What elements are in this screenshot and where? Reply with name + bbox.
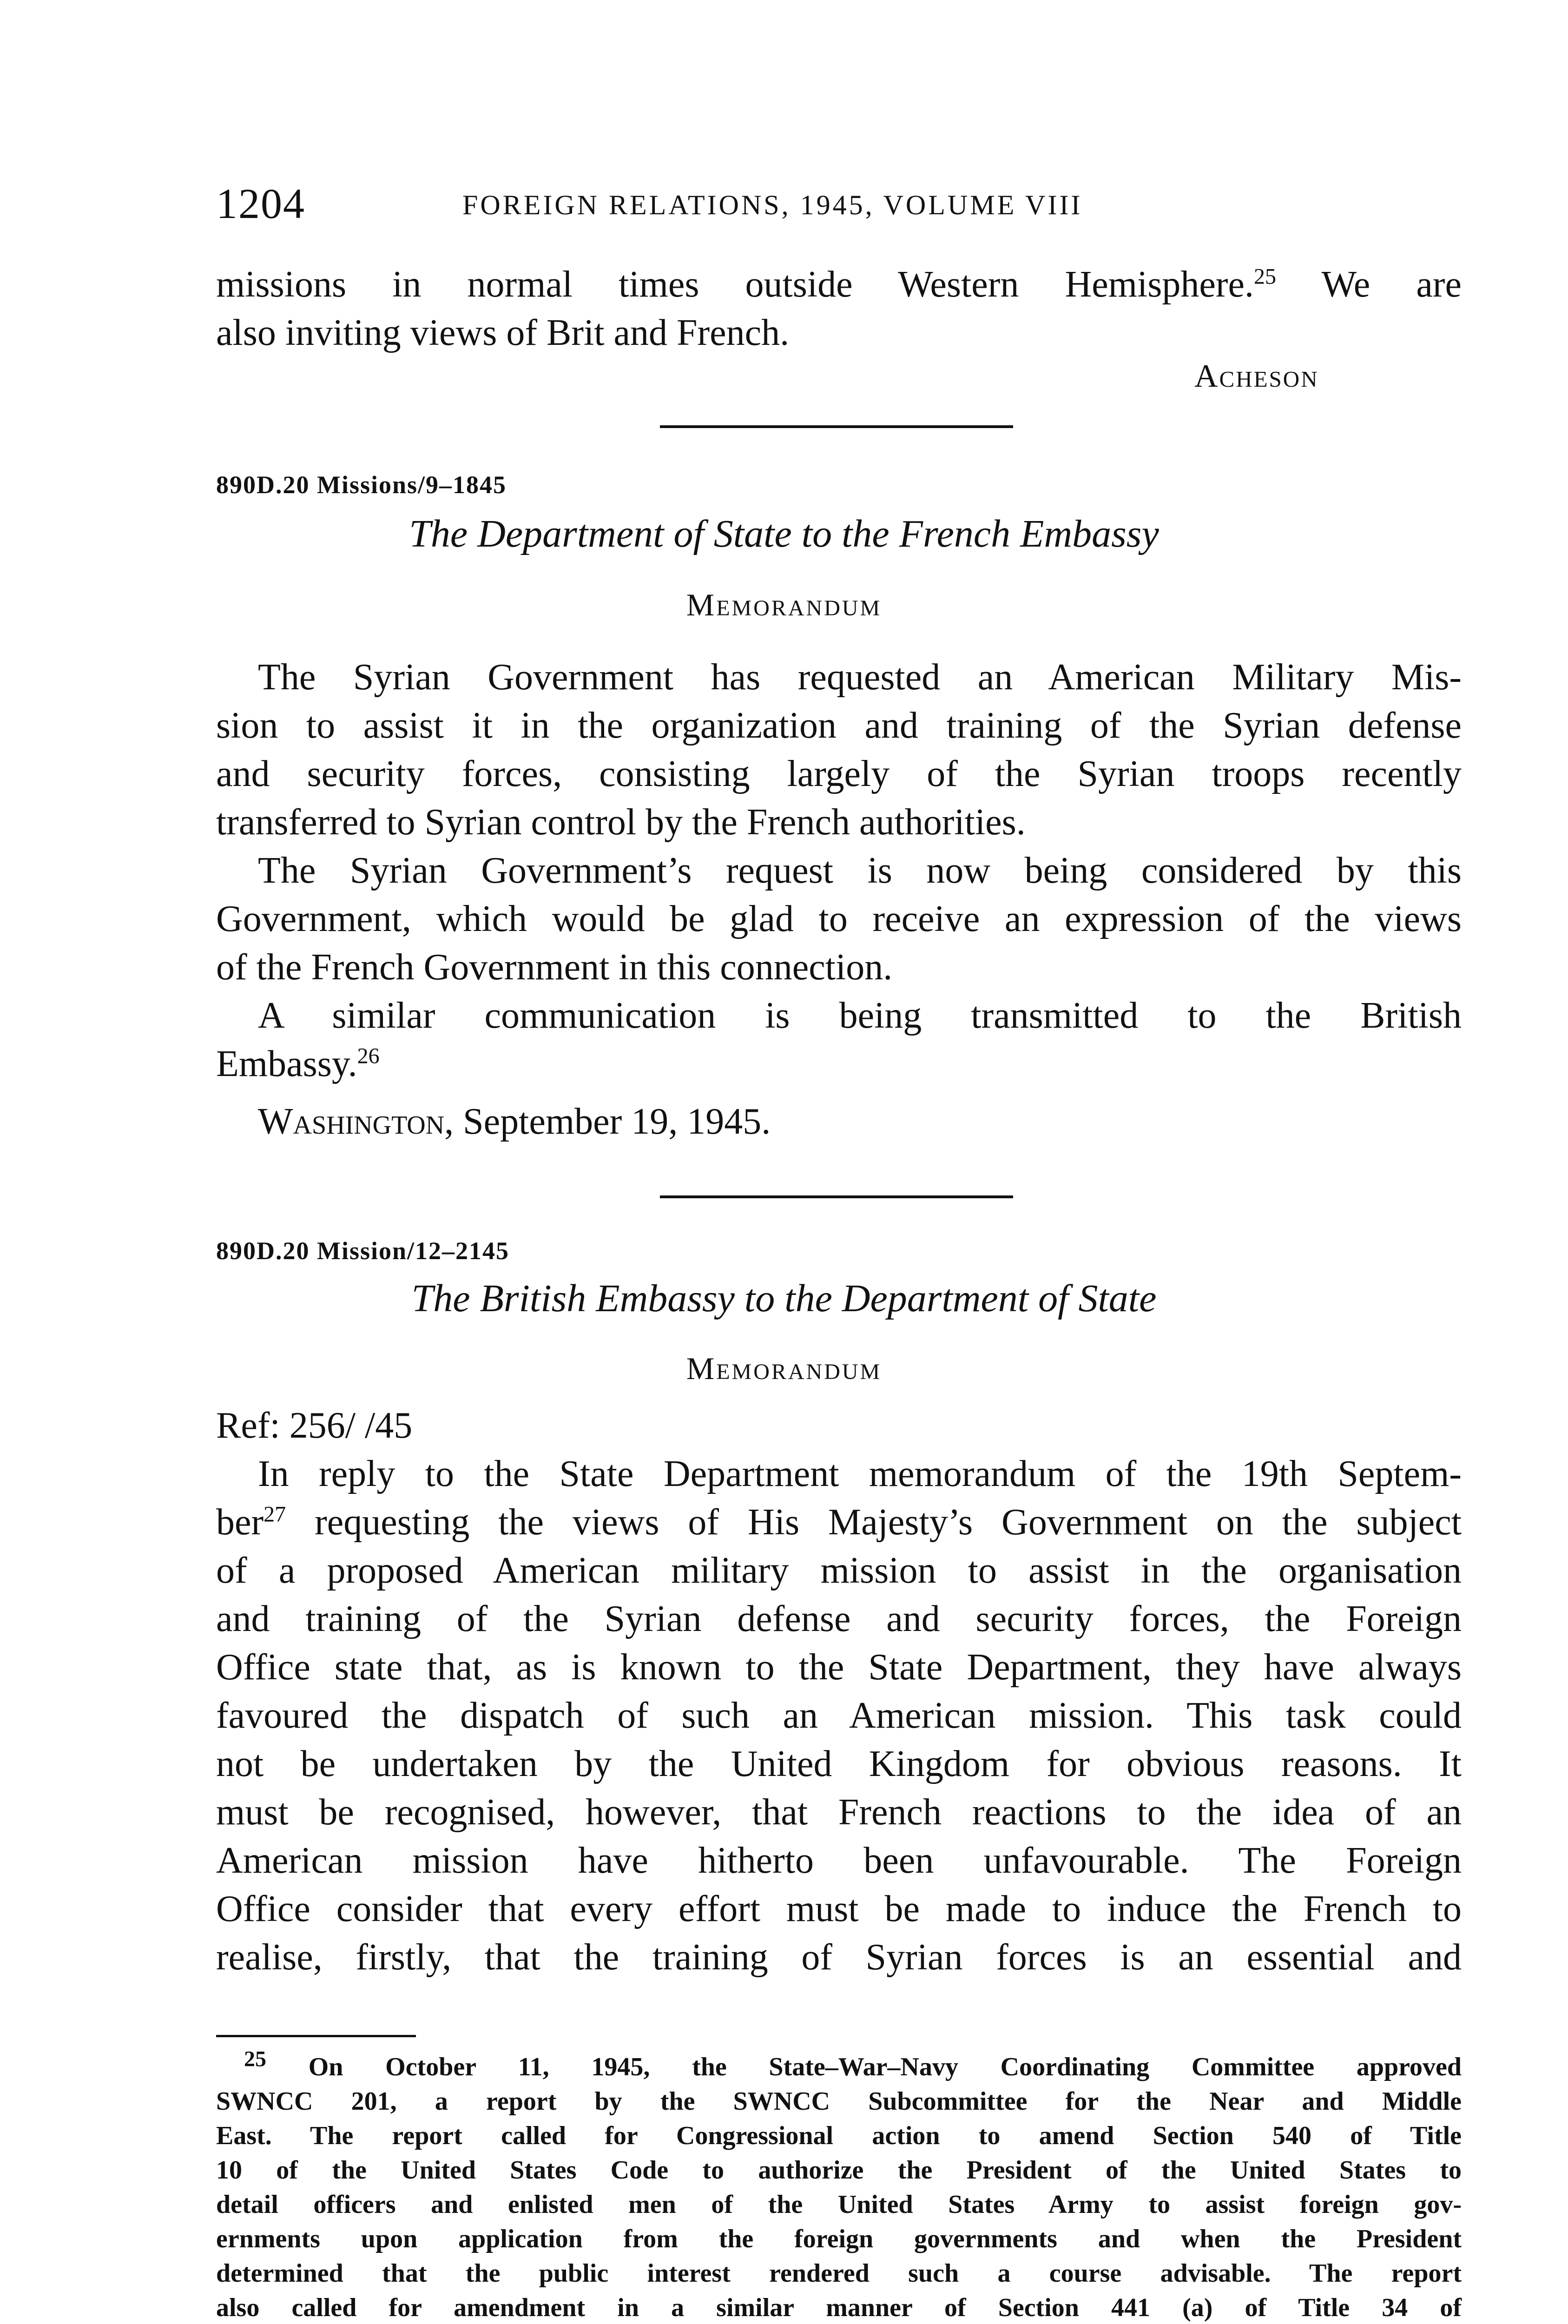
footnote-line: ernments upon application from the foreign governments and when the President <box>216 2225 1462 2253</box>
reference-number: Ref: 256/ /45 <box>216 1405 413 1446</box>
text-line: Embassy.$^{26}$ <box>216 1043 380 1084</box>
memo-body <box>216 653 1462 1146</box>
running-head: FOREIGN RELATIONS, 1945, VOLUME VIII <box>462 190 1083 220</box>
text-line: ber$^{27}$ requesting the views of His Majesty’s Government on the subject <box>216 1502 1462 1543</box>
text-line: must be recognised, however, that French reactions to the idea of an <box>216 1792 1462 1833</box>
memo-body <box>216 1401 1462 1981</box>
footnote-line: also called for amendment in a similar manner of Section 441 (a) of Title 34 of <box>216 2293 1462 2322</box>
text-line: Office state that, as is known to the State Department, they have always <box>216 1647 1462 1688</box>
text-line: and security forces, consisting largely of the Syrian troops recently <box>216 753 1462 794</box>
text-line: not be undertaken by the United Kingdom for obvious reasons. It <box>216 1743 1462 1784</box>
section-divider <box>660 425 1013 428</box>
text-line: favoured the dispatch of such an American mission. This task could <box>216 1695 1462 1736</box>
text-line: Government, which would be glad to receive an expression of the views <box>216 898 1462 939</box>
text-line: In reply to the State Department memorandum of the 19th Septem- <box>258 1453 1462 1494</box>
dateline <box>216 1097 1462 1146</box>
text-line: The Syrian Government’s request is now being considered by this <box>258 850 1462 891</box>
page-number: 1204 <box>216 180 305 227</box>
place: Washington <box>258 1101 445 1142</box>
footnote-separator <box>216 2035 416 2037</box>
footnote-line: East. The report called for Congressional action to amend Section 540 of Title <box>216 2121 1462 2150</box>
text-line: sion to assist it in the organization and training of the Syrian defense <box>216 705 1462 746</box>
text-line: of the French Government in this connection. <box>216 947 893 988</box>
text-line: missions in normal times outside Western Hemisphere.$^{25}$ We are <box>216 264 1462 305</box>
carryover-text <box>216 260 1462 357</box>
document-title: The British Embassy to the Department of State <box>411 1277 1157 1320</box>
footnotes <box>216 2047 1462 2324</box>
file-number: 890D.20 Mission/12–2145 <box>216 1237 510 1265</box>
text-line: The Syrian Government has requested an American Military Mis- <box>258 657 1462 698</box>
footnote-ref-26[interactable]: 26 <box>357 1043 380 1069</box>
document-title: The Department of State to the French Embassy <box>409 512 1159 555</box>
signature: Acheson <box>1194 358 1319 394</box>
text-line: and training of the Syrian defense and security forces, the Foreign <box>216 1598 1462 1639</box>
footnote-ref-27[interactable]: 27 <box>264 1502 286 1527</box>
footnote-line: 10 of the United States Code to authorize the President of the United States to <box>216 2156 1462 2185</box>
text-line: also inviting views of Brit and French. <box>216 312 790 353</box>
text-line: A similar communication is being transmitted to the British <box>258 995 1462 1036</box>
page-header <box>216 179 1355 235</box>
footnote-ref-25[interactable]: 25 <box>1254 264 1277 289</box>
text-line: American mission have hitherto been unfavourable. The Foreign <box>216 1840 1462 1881</box>
text-line: transferred to Syrian control by the French authorities. <box>216 802 1026 843</box>
file-number: 890D.20 Missions/9–1845 <box>216 471 507 499</box>
memorandum-heading: Memorandum <box>686 587 882 622</box>
footnote-line: detail officers and enlisted men of the United States Army to assist foreign gov- <box>216 2190 1462 2219</box>
text-line: Office consider that every effort must be made to induce the French to <box>216 1888 1462 1929</box>
text-line: realise, firstly, that the training of Syrian forces is an essential and <box>216 1937 1462 1978</box>
footnote-line: SWNCC 201, a report by the SWNCC Subcommittee for the Near and Middle <box>216 2087 1462 2116</box>
text-line: of a proposed American military mission to assist in the organisation <box>216 1550 1462 1591</box>
footnote-25: $^{25}$ On October 11, 1945, the State–War–Navy Coordinating Committee approved <box>244 2047 1462 2081</box>
footnote-line: determined that the public interest rendered such a course advisable. The report <box>216 2259 1462 2288</box>
date: , September 19, 1945. <box>444 1101 771 1142</box>
section-divider <box>660 1195 1013 1198</box>
memorandum-heading: Memorandum <box>686 1351 882 1386</box>
